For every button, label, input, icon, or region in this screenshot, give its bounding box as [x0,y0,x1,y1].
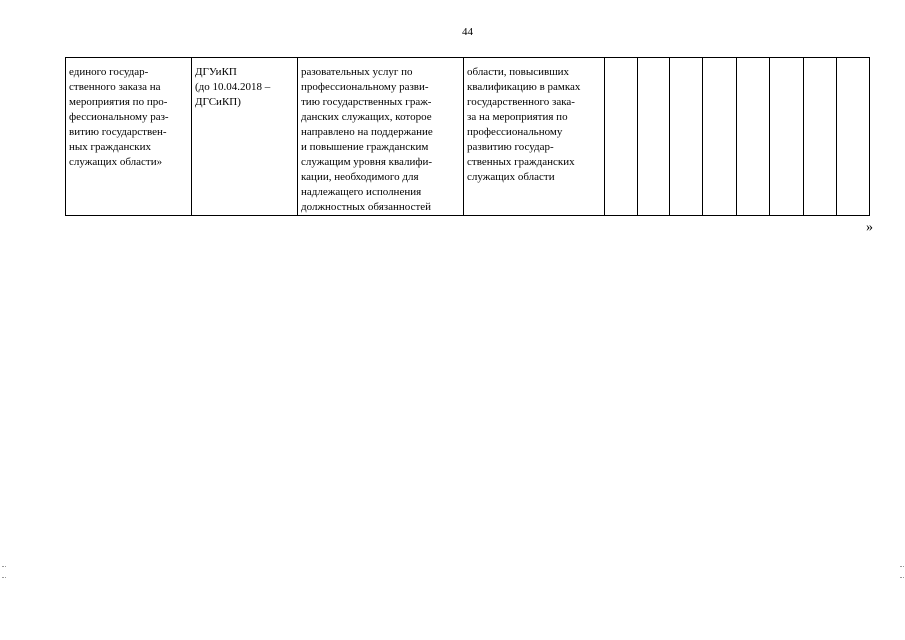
cell-line: тию государственных граж- [301,96,432,108]
cell-line: квалификацию в рамках [467,81,581,93]
scan-margin-mark [2,566,6,578]
cell-line: профессиональному разви- [301,81,429,93]
cell-line: области, повысивших [467,66,570,78]
cell-line: служащих области» [69,156,163,168]
cell-indicator [464,58,605,216]
cell-line: надлежащего исполнения [301,186,422,198]
cell-line: служащим уровня квалифи- [301,156,433,168]
cell-line: профессиональному [467,126,563,138]
cell-line: ДГСиКП) [195,96,241,108]
cell-line: (до 10.04.2018 – [195,81,271,93]
empty-cell [837,58,870,216]
cell-line: витию государствен- [69,126,167,138]
cell-line: ственных гражданских [467,156,575,168]
cell-result-description [298,58,464,216]
cell-line: ственного заказа на [69,81,161,93]
continuation-table [65,57,870,216]
cell-line: единого государ- [69,66,149,78]
empty-cell [670,58,703,216]
empty-cell [638,58,670,216]
empty-cell [605,58,638,216]
cell-event-name [66,58,192,216]
cell-line: развитию государ- [467,141,554,153]
table-row [66,58,870,216]
cell-line: направлено на поддержание [301,126,433,138]
cell-line: ДГУиКП [195,66,237,78]
cell-line: за на мероприятия по [467,111,568,123]
cell-executor [192,58,298,216]
empty-cell [770,58,804,216]
scan-margin-mark [900,566,904,578]
empty-cell [737,58,770,216]
cell-line: должностных обязанностей [301,201,432,213]
page-number: 44 [462,26,473,38]
cell-line: данских служащих, которое [301,111,432,123]
cell-line: разовательных услуг по [301,66,413,78]
cell-line: ных гражданских [69,141,152,153]
empty-cell [703,58,737,216]
empty-cell [804,58,837,216]
cell-line: служащих области [467,171,555,183]
cell-line: мероприятия по про- [69,96,168,108]
cell-line: фессиональному раз- [69,111,169,123]
cell-line: государственного зака- [467,96,575,108]
cell-line: кации, необходимого для [301,171,419,183]
closing-quote: » [866,220,873,235]
cell-line: и повышение гражданским [301,141,429,153]
